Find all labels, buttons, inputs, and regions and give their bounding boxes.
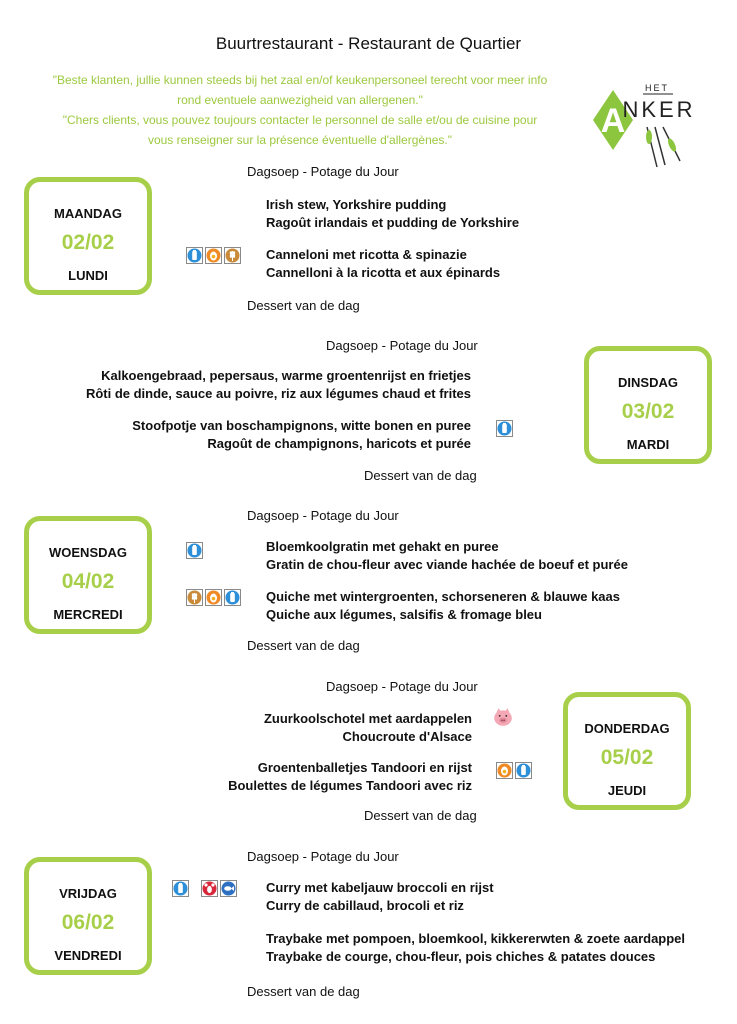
day-name-nl: DINSDAG bbox=[618, 375, 678, 390]
allergen-icons bbox=[186, 542, 203, 559]
day-name-nl: VRIJDAG bbox=[59, 886, 117, 901]
allergen-notice-fr-line1: "Chers clients, vous pouvez toujours contacter le personnel de salle et/ou de cuisine pour bbox=[62, 113, 538, 127]
daily-dessert: Dessert van de dag bbox=[247, 984, 360, 999]
day-name-fr: JEUDI bbox=[607, 783, 647, 798]
dish-nl: Quiche met wintergroenten, schorseneren & blauwe kaas bbox=[266, 589, 620, 604]
dish-nl: Traybake met pompoen, bloemkool, kikkererwten & zoete aardappel bbox=[266, 931, 686, 946]
gluten-icon bbox=[224, 247, 241, 264]
day-date: 05/02 bbox=[600, 746, 654, 769]
dish-nl: Groentenballetjes Tandoori en rijst bbox=[257, 760, 472, 775]
dish-nl: Curry met kabeljauw broccoli en rijst bbox=[266, 880, 494, 895]
milk-icon bbox=[172, 880, 189, 897]
logo-het: HET bbox=[645, 83, 669, 93]
day-date: 02/02 bbox=[61, 231, 115, 254]
dish-nl: Zuurkoolschotel met aardappelen bbox=[263, 711, 472, 726]
egg-icon bbox=[496, 762, 513, 779]
dish-monday-2 bbox=[266, 246, 500, 282]
allergen-icons bbox=[186, 247, 241, 264]
day-name-nl: DONDERDAG bbox=[584, 721, 670, 736]
day-box-tuesday bbox=[584, 346, 712, 464]
day-date: 06/02 bbox=[61, 911, 115, 934]
anker-logo bbox=[585, 75, 695, 175]
fish-icon bbox=[220, 880, 237, 897]
day-box-friday bbox=[24, 857, 152, 975]
allergen-notice-fr-line2: vous renseigner sur la présence éventuelle d'allergènes." bbox=[147, 133, 453, 147]
day-name-nl: WOENSDAG bbox=[49, 545, 127, 560]
allergen-icons bbox=[492, 706, 514, 728]
dish-wednesday-2 bbox=[266, 588, 620, 624]
day-name-fr: MERCREDI bbox=[53, 607, 123, 622]
milk-icon bbox=[224, 589, 241, 606]
dish-thursday-1 bbox=[264, 710, 472, 746]
dish-fr: Rôti de dinde, sauce au poivre, riz aux légumes chaud et frites bbox=[85, 386, 471, 401]
daily-soup: Dagsoep - Potage du Jour bbox=[247, 164, 399, 179]
logo-letter-a: A bbox=[600, 102, 626, 140]
daily-soup: Dagsoep - Potage du Jour bbox=[326, 679, 478, 694]
dish-nl: Canneloni met ricotta & spinazie bbox=[266, 247, 467, 262]
dish-tuesday-1 bbox=[86, 367, 471, 403]
day-box-thursday bbox=[563, 692, 691, 810]
pork-icon bbox=[492, 706, 514, 728]
dish-fr: Traybake de courge, chou-fleur, pois chiches & patates douces bbox=[266, 949, 656, 964]
day-name-fr: VENDREDI bbox=[54, 948, 122, 963]
dish-fr: Cannelloni à la ricotta et aux épinards bbox=[266, 265, 501, 280]
dish-nl: Stoofpotje van boschampignons, witte bonen en puree bbox=[132, 418, 471, 433]
day-date: 03/02 bbox=[621, 400, 675, 423]
allergen-icons bbox=[496, 762, 532, 779]
egg-icon bbox=[205, 247, 222, 264]
daily-dessert: Dessert van de dag bbox=[364, 468, 477, 483]
daily-soup: Dagsoep - Potage du Jour bbox=[247, 849, 399, 864]
dish-nl: Kalkoengebraad, pepersaus, warme groentenrijst en frietjes bbox=[101, 368, 471, 383]
dish-fr: Choucroute d'Alsace bbox=[342, 729, 472, 744]
dish-fr: Gratin de chou-fleur avec viande hachée de boeuf et purée bbox=[266, 557, 628, 572]
dish-fr: Quiche aux légumes, salsifis & fromage bleu bbox=[266, 607, 542, 622]
allergen-icons bbox=[172, 880, 237, 897]
dish-friday-1 bbox=[266, 879, 494, 915]
day-name-fr: LUNDI bbox=[68, 268, 108, 283]
dish-tuesday-2 bbox=[132, 417, 471, 453]
dish-nl: Bloemkoolgratin met gehakt en puree bbox=[266, 539, 499, 554]
dish-friday-2 bbox=[266, 930, 685, 966]
dish-fr: Curry de cabillaud, brocoli et riz bbox=[266, 898, 464, 913]
dish-wednesday-1 bbox=[266, 538, 628, 574]
allergen-icons bbox=[496, 420, 513, 437]
dish-monday-1 bbox=[266, 196, 519, 232]
allergen-notice-nl-line1: "Beste klanten, jullie kunnen steeds bij het zaal en/of keukenpersoneel terecht voor meer info bbox=[52, 73, 548, 87]
milk-icon bbox=[186, 542, 203, 559]
day-name-fr: MARDI bbox=[626, 437, 670, 452]
allergen-notice-nl-line2: rond eventuele aanwezigheid van allergenen." bbox=[177, 93, 423, 107]
daily-dessert: Dessert van de dag bbox=[247, 638, 360, 653]
milk-icon bbox=[496, 420, 513, 437]
dish-fr: Ragoût irlandais et pudding de Yorkshire bbox=[266, 215, 520, 230]
page-title: Buurtrestaurant - Restaurant de Quartier bbox=[215, 34, 522, 53]
milk-icon bbox=[186, 247, 203, 264]
day-box-wednesday bbox=[24, 516, 152, 634]
dish-fr: Ragoût de champignons, haricots et purée bbox=[207, 436, 471, 451]
logo-nker: NKER bbox=[622, 97, 696, 122]
day-date: 04/02 bbox=[61, 570, 115, 593]
gluten-icon bbox=[186, 589, 203, 606]
dish-nl: Irish stew, Yorkshire pudding bbox=[266, 197, 447, 212]
milk-icon bbox=[515, 762, 532, 779]
shellfish-icon bbox=[201, 880, 218, 897]
day-box-monday bbox=[24, 177, 152, 295]
daily-dessert: Dessert van de dag bbox=[247, 298, 360, 313]
dish-thursday-2 bbox=[228, 759, 472, 795]
daily-soup: Dagsoep - Potage du Jour bbox=[326, 338, 478, 353]
daily-dessert: Dessert van de dag bbox=[364, 808, 477, 823]
daily-soup: Dagsoep - Potage du Jour bbox=[247, 508, 399, 523]
allergen-icons bbox=[186, 589, 241, 606]
day-name-nl: MAANDAG bbox=[54, 206, 122, 221]
egg-icon bbox=[205, 589, 222, 606]
dish-fr: Boulettes de légumes Tandoori avec riz bbox=[228, 778, 472, 793]
